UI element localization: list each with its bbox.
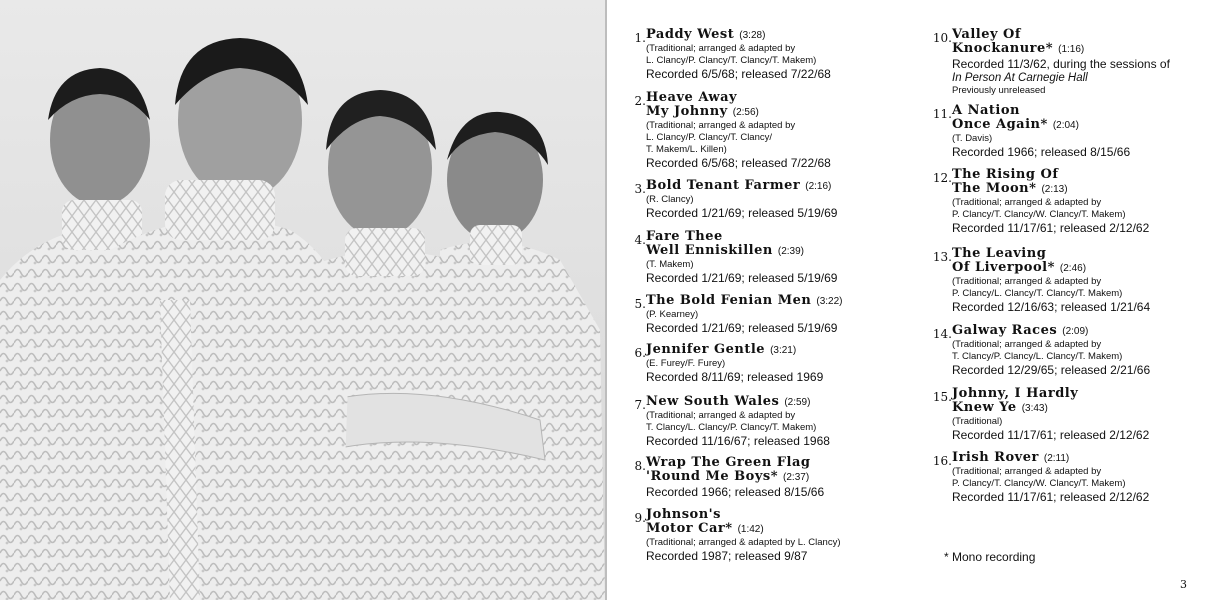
track-credit: T. Makem/L. Killen) [646,144,727,155]
track-title-line: Well Enniskillen (2:39) [646,243,804,258]
track-number: 8. [634,459,646,473]
track-title-line: Paddy West (3:28) [646,27,766,42]
track-title-line: My Johnny (2:56) [646,104,759,119]
track-title [646,230,918,259]
track-title-line: The Bold Fenian Men (3:22) [646,293,843,308]
track-title-line: Jennifer Gentle (3:21) [646,342,797,357]
track-duration: (2:13) [1041,184,1068,195]
track-credit: (Traditional; arranged & adapted by [952,197,1102,208]
track-recorded: Recorded 11/17/61; released 2/12/62 [952,490,1150,504]
track-recorded: Recorded 11/16/67; released 1968 [646,434,830,448]
track-body [646,508,918,564]
track-credit: (Traditional; arranged & adapted by L. Clancy) [646,537,841,548]
track-duration: (3:28) [739,30,766,41]
track-recorded: Recorded 11/17/61; released 2/12/62 [952,221,1150,235]
track-number: 10. [932,31,952,45]
track-title [646,343,918,358]
track-duration: (1:16) [1058,44,1085,55]
track-duration: (2:37) [783,472,810,483]
track-body [952,324,1204,378]
track-title [952,168,1204,197]
track-duration: (2:46) [1059,263,1087,274]
track-duration: (1:42) [737,524,764,535]
track-title-line: Motor Car* (1:42) [646,521,764,536]
track-title-line: Knew Ye (3:43) [952,400,1048,415]
track-title-line: Once Again* (2:04) [952,117,1079,132]
track-recorded: Recorded 1/21/69; released 5/19/69 [646,321,838,335]
track-duration: (2:39) [777,246,804,257]
track-title-line: Galway Races (2:09) [952,323,1089,338]
track-title [952,28,1204,57]
track-number: 4. [634,233,646,247]
track-title [646,179,918,194]
track-body [952,387,1204,443]
track-title-line: The Moon* (2:13) [952,181,1068,196]
track-title-line: Heave Away [646,90,738,105]
track-credit: T. Clancy/L. Clancy/P. Clancy/T. Makem) [646,422,817,433]
track-credit: (Traditional; arranged & adapted by [646,410,796,421]
track-credit: (Traditional; arranged & adapted by [952,466,1102,477]
track-body [952,451,1204,505]
track-credit: (Traditional; arranged & adapted by [952,339,1102,350]
track-credit: (Traditional) [952,416,1003,427]
track-recorded: Recorded 1/21/69; released 5/19/69 [646,271,838,285]
track-body [952,168,1204,236]
track-body [646,395,918,449]
track-title-line: New South Wales (2:59) [646,394,811,409]
track-number: 5. [634,297,646,311]
track-recorded: Recorded 12/29/65; released 2/21/66 [952,363,1151,377]
track-title-line: Valley Of [952,27,1021,42]
track-title-line: 'Round Me Boys* (2:37) [646,469,810,484]
track-title [952,104,1204,133]
track-number: 16. [932,454,952,468]
track-credit: P. Clancy/L. Clancy/T. Clancy/T. Makem) [952,288,1123,299]
track-recorded: Recorded 1987; released 9/87 [646,549,808,563]
track-recorded: Recorded 12/16/63; released 1/21/64 [952,300,1151,314]
track-recorded: Recorded 1/21/69; released 5/19/69 [646,206,838,220]
track-credit: L. Clancy/P. Clancy/T. Clancy/T. Makem) [646,55,817,66]
track-credit: (P. Kearney) [646,309,699,320]
track-duration: (2:09) [1062,326,1089,337]
track-body [646,230,918,286]
track-body [646,456,918,500]
track-recorded: Recorded 6/5/68; released 7/22/68 [646,67,831,81]
track-title-line: Knockanure* (1:16) [952,41,1085,56]
track-credit: (Traditional; arranged & adapted by [646,43,796,54]
track-title [646,294,918,309]
track-recorded: Recorded 6/5/68; released 7/22/68 [646,156,831,170]
track-credit: (Traditional; arranged & adapted by [646,120,796,131]
track-title [646,456,918,485]
track-title-line: Johnny, I Hardly [952,386,1079,401]
track-body [952,104,1204,160]
session-album-title: In Person At Carnegie Hall [952,72,1088,84]
track-title-line: The Leaving [952,246,1047,261]
track-recorded: Recorded 1966; released 8/15/66 [646,485,825,499]
track-duration: (3:21) [770,345,797,356]
track-credit: (R. Clancy) [646,194,694,205]
track-duration: (2:04) [1052,120,1079,131]
track-title-line: Of Liverpool* (2:46) [952,260,1087,275]
track-body [952,247,1204,315]
track-title-line: Fare Thee [646,229,723,244]
track-number: 7. [634,398,646,412]
track-body [952,28,1204,97]
track-duration: (2:56) [732,107,759,118]
track-duration: (2:11) [1043,453,1070,464]
track-recorded: Recorded 1966; released 8/15/66 [952,145,1131,159]
track-recorded: Recorded 11/3/62, during the sessions of [952,57,1170,71]
track-title-line: Bold Tenant Farmer (2:16) [646,178,832,193]
track-session-note [952,72,1204,85]
track-number: 12. [932,171,952,185]
track-number: 1. [634,31,646,45]
track-number: 14. [932,327,952,341]
track-note: Previously unreleased [952,85,1046,96]
track-number: 13. [932,250,952,264]
track-credit: (T. Makem) [646,259,694,270]
track-title [952,451,1204,466]
track-number: 11. [932,107,952,121]
track-credit: L. Clancy/P. Clancy/T. Clancy/ [646,132,773,143]
track-body [646,28,918,82]
track-number: 9. [634,511,646,525]
track-number: 15. [932,390,952,404]
track-body [646,343,918,385]
track-duration: (2:59) [784,397,811,408]
track-body [646,179,918,221]
track-title [646,28,918,43]
page-fold [605,0,607,600]
track-number: 3. [634,182,646,196]
track-body [646,91,918,171]
track-title-line: Johnson's [646,507,721,522]
track-number: 6. [634,346,646,360]
track-title-line: Irish Rover (2:11) [952,450,1070,465]
track-title-line: A Nation [952,103,1020,118]
track-title [646,395,918,410]
mono-footnote: * Mono recording [944,550,1036,564]
track-credit: P. Clancy/T. Clancy/W. Clancy/T. Makem) [952,478,1126,489]
track-title [646,508,918,537]
track-title-line: Wrap The Green Flag [646,455,811,470]
track-number: 2. [634,94,646,108]
track-duration: (2:16) [805,181,832,192]
track-title [952,247,1204,276]
track-recorded: Recorded 8/11/69; released 1969 [646,370,824,384]
track-duration: (3:22) [816,296,843,307]
track-title [646,91,918,120]
track-title [952,324,1204,339]
track-body [646,294,918,336]
track-duration: (3:43) [1021,403,1048,414]
track-credit: (T. Davis) [952,133,993,144]
page-number: 3 [1180,578,1187,591]
track-credit: (Traditional; arranged & adapted by [952,276,1102,287]
track-credit: P. Clancy/T. Clancy/W. Clancy/T. Makem) [952,209,1126,220]
track-credit: (E. Furey/F. Furey) [646,358,726,369]
track-title [952,387,1204,416]
track-title-line: The Rising Of [952,167,1059,182]
track-recorded: Recorded 11/17/61; released 2/12/62 [952,428,1150,442]
track-credit: T. Clancy/P. Clancy/L. Clancy/T. Makem) [952,351,1123,362]
